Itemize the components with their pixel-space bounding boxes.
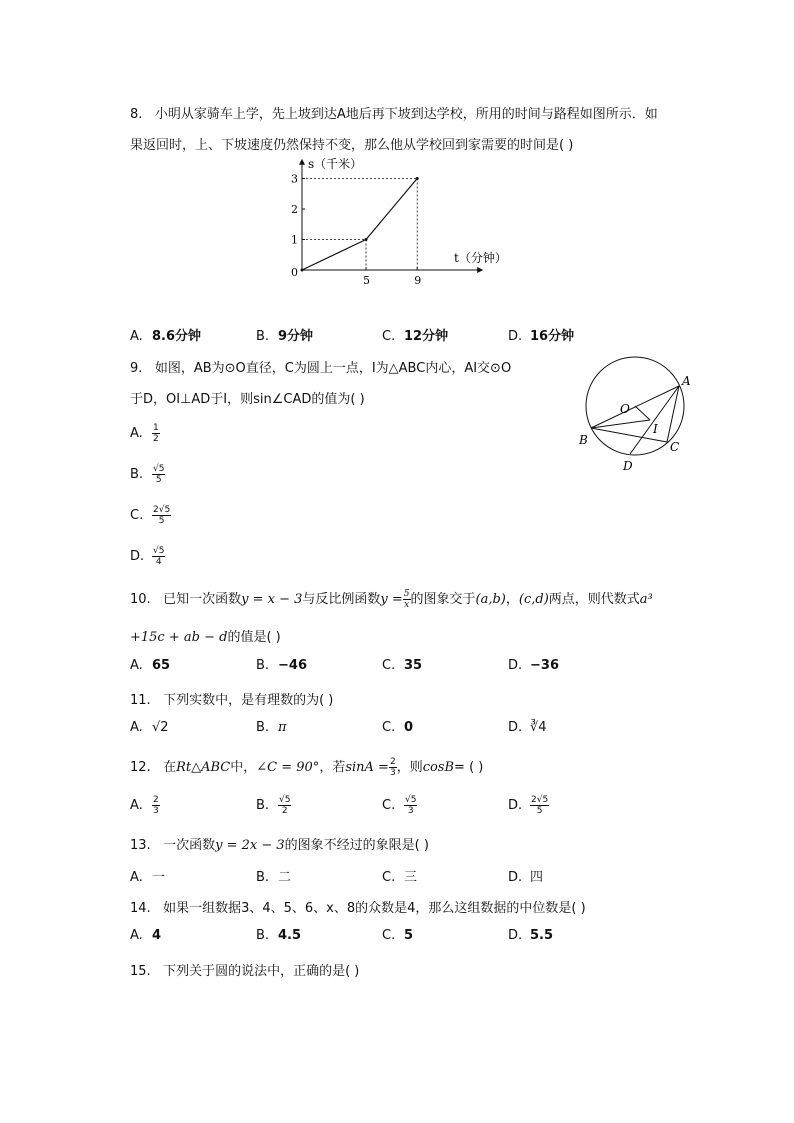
q9-number: 9. [130,361,143,376]
q10-option-c[interactable]: C. 35 [382,658,423,673]
q8-number: 8. [130,107,143,122]
q8-option-c[interactable]: C. 12分钟 [382,329,449,344]
x-axis-label: t（分钟） [454,251,507,265]
fraction: $\frac{2√5}{5}$ [531,795,549,816]
q14-option-b[interactable]: B. 4.5 [256,928,302,943]
q11-option-c[interactable]: C. 0 [382,720,414,735]
q12-option-b[interactable]: B. $\frac{√5}{2}$ [256,795,291,816]
q11-option-b[interactable]: B. π [256,720,287,735]
q14-option-d[interactable]: D. 5.5 [508,928,554,943]
y-tick-label: 3 [291,172,298,186]
q11-number: 11. [130,693,151,708]
q13-option-c[interactable]: C. 三 [382,870,418,885]
fraction: $\frac{2}{3}$ [153,795,159,816]
q13-option-a[interactable]: A. 一 [130,870,166,885]
q11-line: 11. 下列实数中，是有理数的为( ) [130,693,334,708]
label-b: B [579,433,588,447]
fraction: $\frac{5}{x}$ [403,589,410,610]
q9-option-b[interactable]: B. $\frac{√5}{5}$ [130,464,165,485]
q8-option-d[interactable]: D. 16分钟 [508,329,575,344]
q8-text-1: 小明从家骑车上学，先上坡到达A地后再下坡到达学校，所用的时间与路程如图所示．如 [154,107,658,122]
q11-option-d[interactable]: D. ∛4 [508,720,547,735]
data-point [301,269,304,272]
q8-line2: 果返回时，上、下坡速度仍然保持不变，那么他从学校回到家需要的时间是( ) [130,138,574,153]
fraction: $\frac{√5}{2}$ [279,795,291,816]
q12-number: 12. [130,760,151,775]
origin-label: 0 [291,266,298,279]
x-tick-label: 9 [414,274,422,287]
x-tick-label: 5 [363,274,370,287]
data-point [416,177,419,180]
q9-option-d[interactable]: D. $\frac{√5}{4}$ [130,546,165,567]
q13-option-d[interactable]: D. 四 [508,870,544,885]
q9-option-a[interactable]: A. $\frac{1}{2}$ [130,423,159,444]
y-axis-label: s（千米） [308,157,363,171]
fraction: $\frac{√5}{5}$ [153,464,165,485]
fraction: $\frac{1}{2}$ [153,423,159,444]
q12-option-a[interactable]: A. $\frac{2}{3}$ [130,795,159,816]
q9-text-1: 如图，AB为⊙O直径，C为圆上一点，I为△ABC内心，AI交⊙O [154,361,512,376]
q14-number: 14. [130,901,151,916]
q14-option-c[interactable]: C. 5 [382,928,414,943]
q14-option-a[interactable]: A. 4 [130,928,162,943]
label-o: O [620,402,630,416]
label-c: C [670,440,680,454]
q13-option-b[interactable]: B. 二 [256,870,292,885]
y-tick-label: 1 [291,233,298,247]
q12-option-c[interactable]: C. $\frac{√5}{3}$ [382,795,417,816]
q10-line2: +15c + ab − d的值是( ) [130,630,281,645]
q13-line: 13. 一次函数y = 2x − 3的图象不经过的象限是( ) [130,838,429,853]
q10-option-a[interactable]: A. 65 [130,658,171,673]
data-point [365,238,368,241]
fraction: $\frac{2√5}{5}$ [153,505,171,526]
label-a: A [682,374,691,388]
q12-line: 12. 在Rt△ABC中，∠C = 90°，若sinA = $\frac{2}{3}$ ，则cosB= ( ) [130,757,484,778]
q9-circle-figure [575,350,700,475]
q10-line1: 10. 已知一次函数y = x − 3与反比例函数y = $\frac{5}{x}$ 的图象交于(a,b)，(c,d)两点，则代数式a³ [130,589,653,610]
q15-number: 15. [130,964,151,979]
fraction: $\frac{√5}{4}$ [153,546,165,567]
y-tick-label: 2 [291,203,298,216]
segment-oi [635,406,650,420]
q13-number: 13. [130,838,151,853]
label-d: D [623,459,633,473]
q12-option-d[interactable]: D. $\frac{2√5}{5}$ [508,795,549,816]
q8-option-b[interactable]: B. 9分钟 [256,329,314,344]
label-i: I [653,422,658,436]
q9-line2: 于D，OI⊥AD于I，则sin∠CAD的值为( ) [130,392,365,407]
data-segment [302,240,366,271]
q9-option-c[interactable]: C. $\frac{2√5}{5}$ [130,505,171,526]
q15-line: 15. 下列关于圆的说法中，正确的是( ) [130,964,360,979]
q10-option-b[interactable]: B. −46 [256,658,307,673]
q10-option-d[interactable]: D. −36 [508,658,559,673]
fraction: $\frac{√5}{3}$ [405,795,417,816]
q11-option-a[interactable]: A. √2 [130,720,169,735]
q8-chart [280,152,510,292]
q8-option-a[interactable]: A. 8.6分钟 [130,329,202,344]
data-segment [366,179,417,240]
q14-line: 14. 如果一组数据3、4、5、6、x、8的众数是4，那么这组数据的中位数是( ) [130,901,586,916]
q9-line1 [130,357,511,376]
fraction: $\frac{2}{3}$ [389,757,396,778]
q10-number: 10. [130,592,151,607]
q8-line1 [130,103,658,122]
